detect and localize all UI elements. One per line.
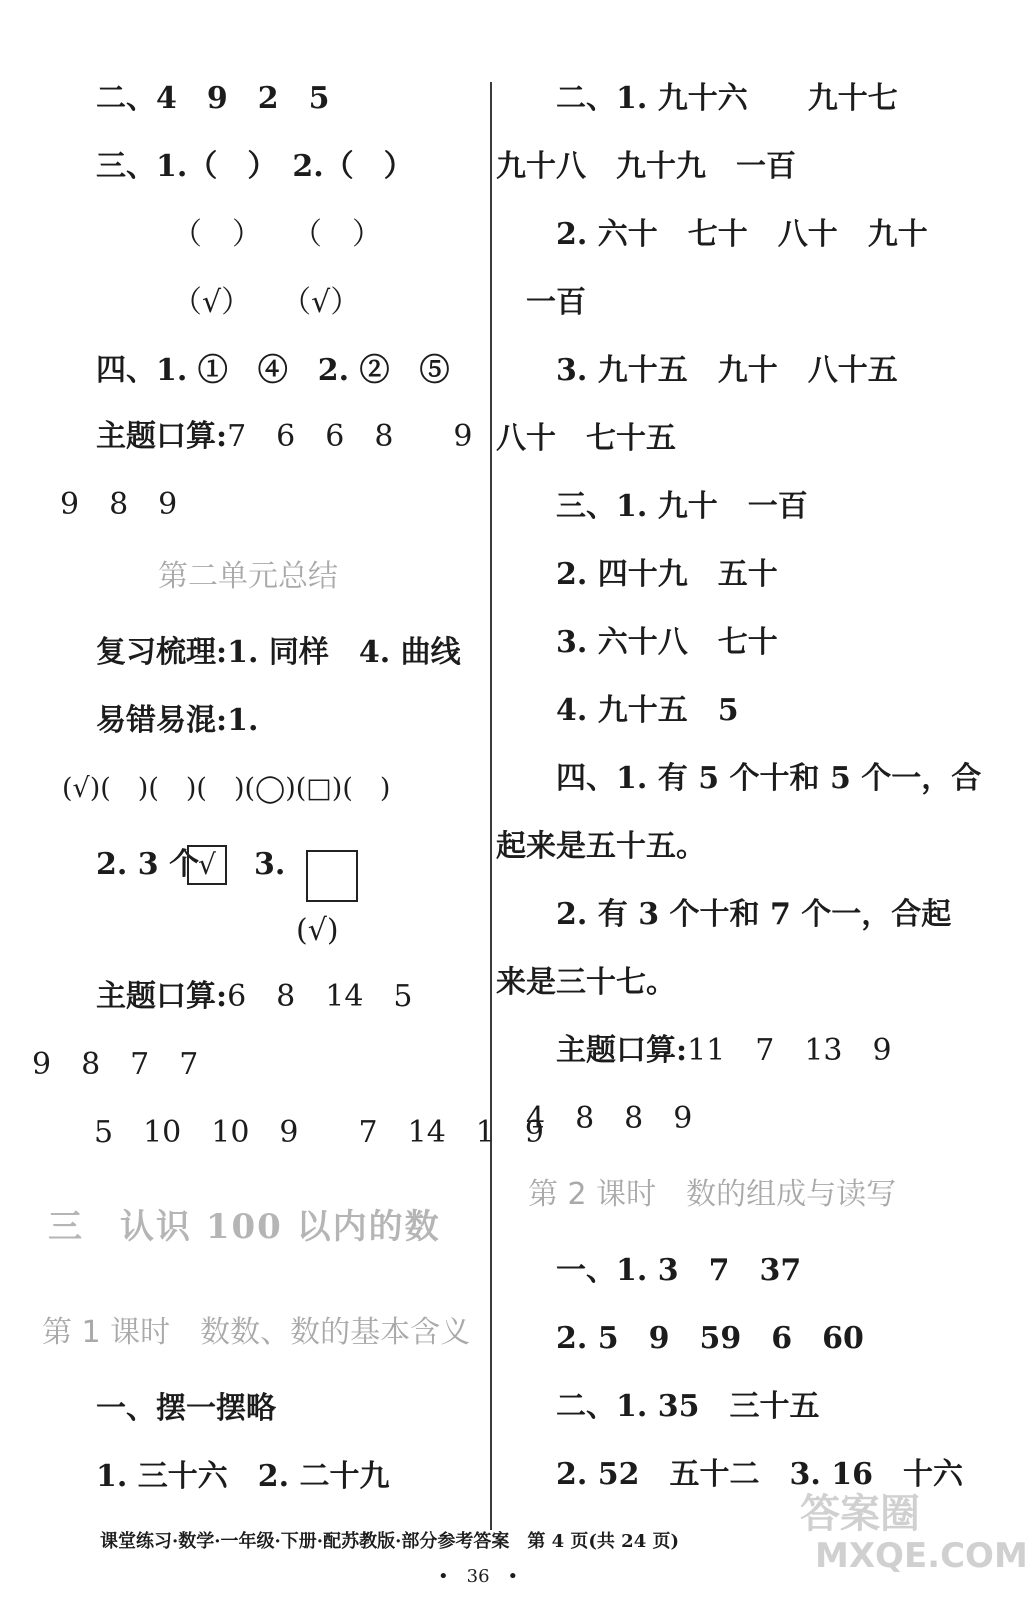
check-box: √ (187, 845, 227, 885)
mental-math-line (96, 420, 473, 454)
answer-line: 2. 5 9 59 6 60 (556, 1321, 864, 1356)
mental-math-values: 7 6 6 8 9 (227, 419, 473, 454)
answer-line: 5 10 10 9 7 14 1 9 (94, 1115, 544, 1150)
answer-line: 3. 六十八 七十 (556, 625, 778, 660)
answer-line: （ ） （ ） (172, 217, 382, 252)
page-footer: 课堂练习·数学·一年级·下册·配苏教版·部分参考答案 第 4 页(共 24 页) (100, 1531, 680, 1552)
answer-line: 2. 六十 七十 八十 九十 (556, 217, 928, 252)
section-heading: 第 2 课时 数的组成与读写 (528, 1177, 897, 1212)
answer-line: 2. 3 个 (96, 847, 200, 882)
answer-line: 二、4 9 2 5 (96, 81, 330, 116)
answer-line: 2. 四十九 五十 (556, 557, 778, 592)
answer-line: (√)( )( )( )(◯)(□)( ) (62, 773, 391, 804)
answer-line: 四、1. 有 5 个十和 5 个一，合 (556, 761, 982, 796)
mental-math-values: 6 8 14 5 (227, 979, 413, 1014)
answer-line: 三、1.（ ） 2.（ ） (96, 149, 414, 184)
answer-line: 复习梳理:1. 同样 4. 曲线 (96, 635, 461, 670)
answer-line: 3. 九十五 九十 八十五 (556, 353, 898, 388)
section-heading: 第二单元总结 (158, 559, 338, 594)
answer-line: 易错易混:1. (96, 703, 259, 738)
answer-line: 4. 九十五 5 (556, 693, 739, 728)
answer-line: 2. 52 五十二 3. 16 十六 (556, 1457, 964, 1492)
mental-math-label: 主题口算: (556, 1033, 688, 1068)
answer-line: 二、1. 35 三十五 (556, 1389, 820, 1424)
square-shape (306, 850, 358, 902)
answer-line: (√) (296, 913, 339, 948)
answer-line: 一、摆一摆略 (96, 1391, 276, 1426)
answer-line: 三、1. 九十 一百 (556, 489, 808, 524)
answer-line: 9 8 7 7 (32, 1047, 199, 1082)
answer-line: （√） （√） (172, 285, 361, 320)
unit-heading: 三 认识 100 以内的数 (48, 1207, 441, 1247)
answer-line: 9 8 9 (60, 487, 178, 522)
answer-line: 一、1. 3 7 37 (556, 1253, 802, 1288)
answer-line: 来是三十七。 (496, 965, 676, 1000)
answer-label: 3. (254, 847, 286, 882)
answer-line: 起来是五十五。 (496, 829, 706, 864)
mental-math-label: 主题口算: (96, 979, 228, 1014)
column-divider (490, 82, 492, 1530)
mental-math-label: 主题口算: (96, 419, 228, 454)
answer-line: 四、1. ① ④ 2. ② ⑤ (96, 353, 450, 388)
answer-line: 4 8 8 9 (526, 1101, 693, 1136)
answer-line: 2. 有 3 个十和 7 个一，合起 (556, 897, 952, 932)
answer-line: 一百 (526, 285, 586, 320)
watermark-url: MXQE.COM (815, 1536, 1028, 1576)
mental-math-line (556, 1034, 892, 1068)
answer-line: 九十八 九十九 一百 (496, 149, 796, 184)
watermark-logo: 答案圈 (800, 1491, 920, 1537)
answer-line: 1. 三十六 2. 二十九 (96, 1459, 390, 1494)
answer-line: 八十 七十五 (496, 421, 676, 456)
page-number: • 36 • (438, 1566, 519, 1587)
mental-math-values: 11 7 13 9 (687, 1033, 892, 1068)
section-heading: 第 1 课时 数数、数的基本含义 (42, 1315, 471, 1350)
mental-math-line (96, 980, 413, 1014)
answer-line: 二、1. 九十六 九十七 (556, 81, 898, 116)
